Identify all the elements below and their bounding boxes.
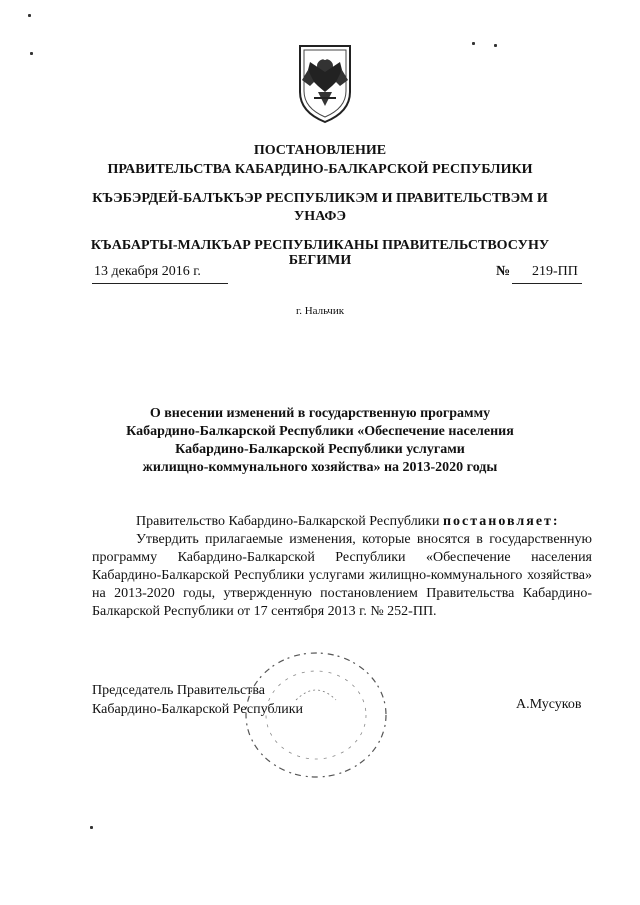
city: г. Нальчик — [295, 305, 345, 317]
signatory-title — [92, 681, 303, 719]
date-underline — [92, 283, 228, 284]
scan-speck — [90, 826, 93, 829]
coat-of-arms-icon — [296, 40, 354, 124]
document-date: 13 декабря 2016 г. — [94, 264, 201, 279]
kabardian-title-line-2: УНАФЭ — [294, 209, 346, 224]
decree-intro — [136, 513, 560, 531]
kabardian-title-line-1: КЪЭБЭРДЕЙ-БАЛЪКЪЭР РЕСПУБЛИКЭМ И ПРАВИТЕЛЬСТВЭМ И — [92, 191, 548, 206]
scan-speck — [28, 14, 31, 17]
subject-line-1: О внесении изменений в государственную программу — [149, 406, 491, 421]
title-line-2: ПРАВИТЕЛЬСТВА КАБАРДИНО-БАЛКАРСКОЙ РЕСПУБЛИКИ — [107, 162, 533, 177]
signatory-name: А.Мусуков — [516, 697, 582, 712]
subject-line-3: Кабардино-Балкарской Республики услугами — [175, 442, 465, 457]
decree-verb: постановляет: — [442, 514, 560, 529]
number-sign: № — [496, 264, 511, 279]
balkar-title-line-2: БЕГИМИ — [288, 253, 352, 268]
scan-speck — [30, 52, 33, 55]
subject-line-2: Кабардино-Балкарской Республики «Обеспечение населения — [126, 424, 514, 439]
balkar-title-line-1: КЪАБАРТЫ-МАЛКЪАР РЕСПУБЛИКАНЫ ПРАВИТЕЛЬСТВОСУНУ — [90, 238, 550, 253]
signatory-title-line-2: Кабардино-Балкарской Республики — [92, 702, 303, 717]
document-subject — [110, 405, 530, 477]
scan-speck — [472, 42, 475, 45]
title-line-1: ПОСТАНОВЛЕНИЕ — [253, 143, 387, 158]
subject-line-4: жилищно-коммунального хозяйства» на 2013-2020 годы — [142, 460, 498, 475]
document-number: 219-ПП — [532, 264, 578, 279]
signatory-title-line-1: Председатель Правительства — [92, 683, 265, 698]
decree-intro-text: Правительство Кабардино-Балкарской Республики — [136, 514, 443, 529]
number-underline — [512, 283, 582, 284]
decree-paragraph: Утвердить прилагаемые изменения, которые вносятся в государственную программу Кабардино-Балкарской Республики «Обеспечение населения Кабардино-Балкарской Республики услугами жилищно-коммунального хозяйства» на 2013-2020 годы, утвержденную постановлением Правительства Кабардино-Балкарской Республики от 17 сентября 2013 г. № 252-ПП. — [92, 532, 592, 619]
scan-speck — [494, 44, 497, 47]
